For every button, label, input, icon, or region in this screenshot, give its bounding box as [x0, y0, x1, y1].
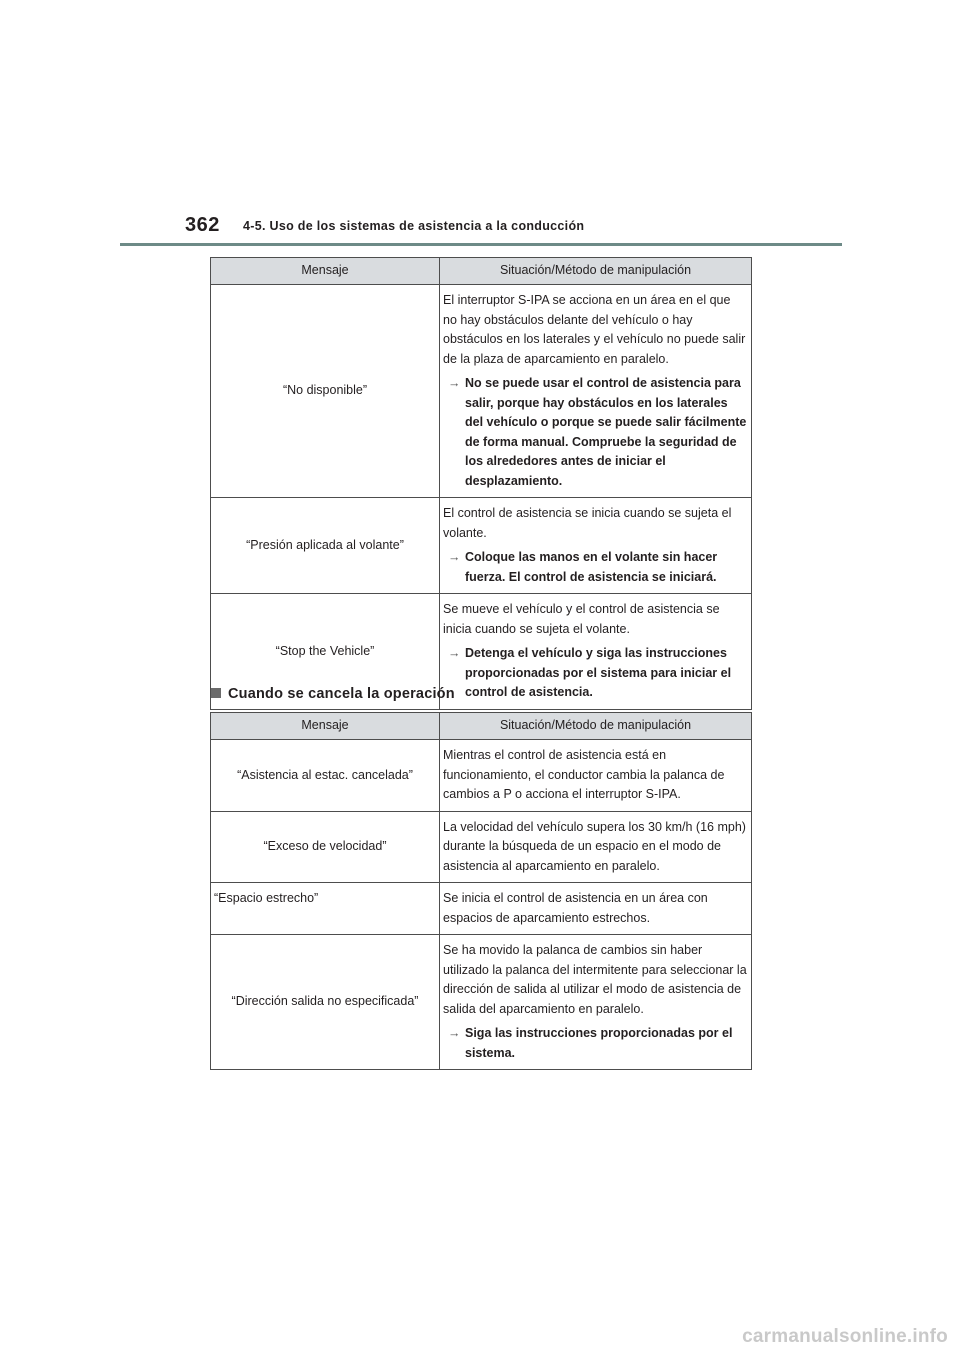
watermark-text: carmanualsonline.info	[742, 1326, 948, 1347]
message-cell: “Dirección salida no especificada”	[211, 935, 440, 1070]
situation-cell	[440, 594, 752, 710]
subheading-text: Cuando se cancela la operación	[228, 686, 455, 702]
arrow-icon: →	[448, 550, 461, 564]
table-row	[211, 883, 752, 935]
action-text: Coloque las manos en el volante sin hacer fuerza. El control de asistencia se iniciará.	[465, 550, 718, 584]
header-rule	[120, 243, 842, 246]
arrow-icon: →	[448, 376, 461, 390]
situation-text: El control de asistencia se inicia cuando se sujeta el volante.	[443, 506, 732, 540]
situation-cell: La velocidad del vehículo supera los 30 km/h (16 mph) durante la búsqueda de un espacio en el modo de asistencia al aparcamiento en paralelo.	[440, 811, 752, 883]
table-header-row	[211, 713, 752, 740]
col-header-message: Mensaje	[211, 258, 440, 285]
table-header-row	[211, 258, 752, 285]
situation-cell	[440, 285, 752, 498]
table-row	[211, 740, 752, 812]
square-bullet-icon	[211, 688, 221, 698]
table-row	[211, 285, 752, 498]
action-step	[443, 1024, 747, 1063]
col-header-message: Mensaje	[211, 713, 440, 740]
subheading	[211, 686, 455, 702]
situation-cell	[440, 935, 752, 1070]
action-step	[443, 644, 747, 703]
message-cell: “Asistencia al estac. cancelada”	[211, 740, 440, 812]
action-step	[443, 374, 747, 491]
col-header-situation: Situación/Método de manipulación	[440, 258, 752, 285]
message-cell: “No disponible”	[211, 285, 440, 498]
situation-text: Se ha movido la palanca de cambios sin haber utilizado la palanca del intermitente para seleccionar la dirección de salida al utilizar el modo de asistencia de salida del aparcamiento en paralelo.	[443, 943, 747, 1016]
message-cell: “Espacio estrecho”	[211, 883, 440, 935]
message-cell: “Exceso de velocidad”	[211, 811, 440, 883]
action-step	[443, 548, 747, 587]
action-text: Detenga el vehículo y siga las instrucciones proporcionadas por el sistema para iniciar el control de asistencia.	[465, 646, 732, 699]
table-row	[211, 935, 752, 1070]
action-text: No se puede usar el control de asistencia para salir, porque hay obstáculos en los laterales del vehículo o porque se puede salir fácilmente de forma manual. Compruebe la seguridad de los alrededores antes de iniciar el desplazamiento.	[465, 376, 747, 488]
messages-table-2	[210, 712, 752, 1070]
situation-text: Se mueve el vehículo y el control de asistencia se inicia cuando se sujeta el volante.	[443, 602, 720, 636]
situation-cell: Mientras el control de asistencia está en funcionamiento, el conductor cambia la palanca de cambios a P o acciona el interruptor S-IPA.	[440, 740, 752, 812]
col-header-situation: Situación/Método de manipulación	[440, 713, 752, 740]
page-number: 362	[185, 214, 220, 236]
situation-cell	[440, 498, 752, 594]
section-title: 4-5. Uso de los sistemas de asistencia a la conducción	[243, 219, 585, 233]
situation-text: El interruptor S-IPA se acciona en un área en el que no hay obstáculos delante del vehículo o hay obstáculos en los laterales y el vehículo no puede salir de la plaza de aparcamiento en paralelo.	[443, 293, 746, 366]
action-text: Siga las instrucciones proporcionadas por el sistema.	[465, 1026, 733, 1060]
messages-table-1	[210, 257, 752, 710]
arrow-icon: →	[448, 646, 461, 660]
table-row	[211, 498, 752, 594]
message-cell: “Stop the Vehicle”	[211, 594, 440, 710]
message-cell: “Presión aplicada al volante”	[211, 498, 440, 594]
situation-cell: Se inicia el control de asistencia en un área con espacios de aparcamiento estrechos.	[440, 883, 752, 935]
table-row	[211, 811, 752, 883]
arrow-icon: →	[448, 1026, 461, 1040]
